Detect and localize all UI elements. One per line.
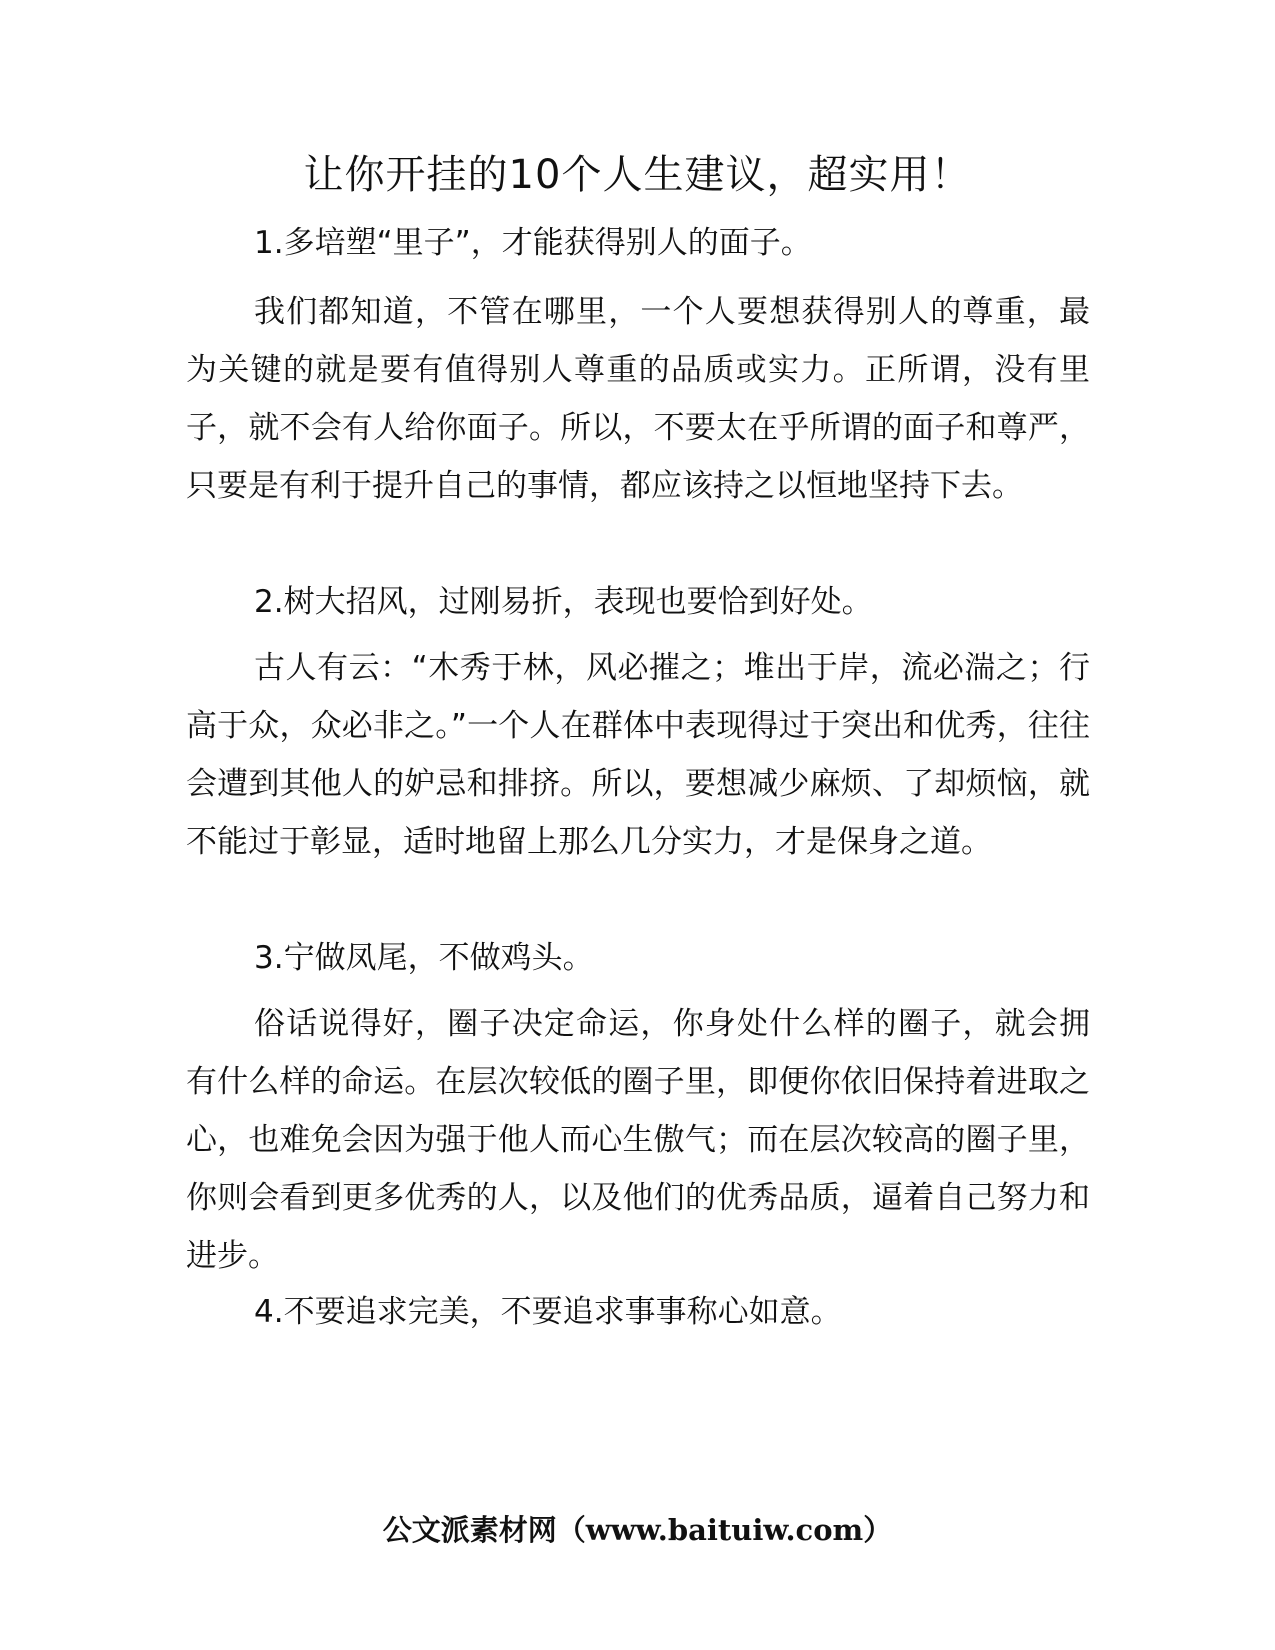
section-3-body: 俗话说得好，圈子决定命运，你身处什么样的圈子，就会拥有什么样的命运。在层次较低的圈子里，即便你依旧保持着进取之心，也难免会因为强于他人而心生傲气；而在层次较高的圈子里，你则会看到更多优秀的人，以及他们的优秀品质，逼着自己努力和进步。 <box>186 1006 1090 1274</box>
section-4-heading: 4.不要追求完美，不要追求事事称心如意。 <box>254 1294 842 1330</box>
section-2-body: 古人有云：“木秀于林，风必摧之；堆出于岸，流必湍之；行高于众，众必非之。”一个人在群体中表现得过于突出和优秀，往往会遭到其他人的妒忌和排挤。所以，要想减少麻烦、了却烦恼，就不能过于彰显，适时地留上那么几分实力，才是保身之道。 <box>186 650 1090 860</box>
section-1-heading: 1.多培塑“里子”，才能获得别人的面子。 <box>254 225 812 261</box>
page-footer: 公文派素材网（www.baituiw.com） <box>382 1513 893 1547</box>
section-3-heading: 3.宁做凤尾，不做鸡头。 <box>254 940 594 976</box>
section-2-heading: 2.树大招风，过刚易折，表现也要恰到好处。 <box>254 584 873 620</box>
document-title: 让你开挂的10个人生建议，超实用！ <box>303 152 972 198</box>
section-1-body: 我们都知道，不管在哪里，一个人要想获得别人的尊重，最为关键的就是要有值得别人尊重的品质或实力。正所谓，没有里子，就不会有人给你面子。所以，不要太在乎所谓的面子和尊严，只要是有利于提升自己的事情，都应该持之以恒地坚持下去。 <box>186 294 1090 504</box>
